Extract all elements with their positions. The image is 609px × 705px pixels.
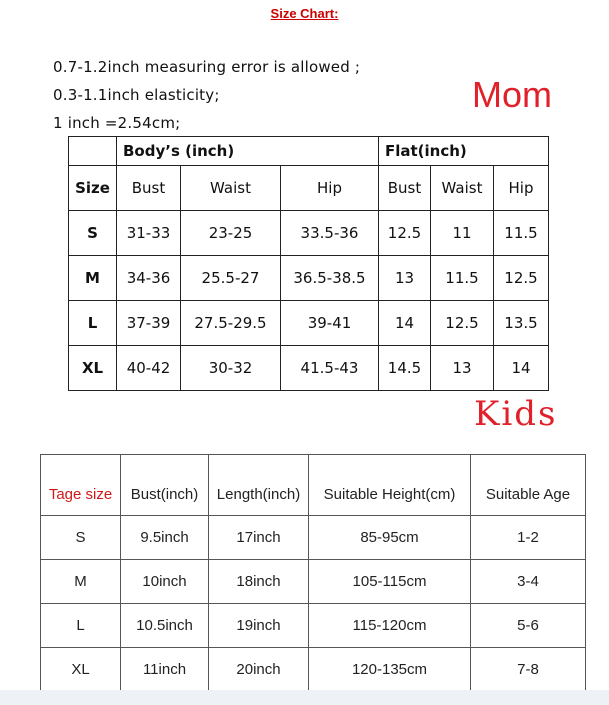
mom-cell: 23-25	[181, 211, 281, 256]
mom-col-body-waist: Waist	[181, 166, 281, 211]
mom-cell: 14	[494, 346, 549, 391]
mom-group-body: Body’s (inch)	[117, 137, 379, 166]
kids-cell: 10inch	[121, 560, 209, 604]
kids-cell: 1-2	[471, 516, 586, 560]
kids-cell: 105-115cm	[309, 560, 471, 604]
mom-cell: 12.5	[379, 211, 431, 256]
mom-cell: 13	[431, 346, 494, 391]
mom-cell: 37-39	[117, 301, 181, 346]
kids-col-bust: Bust(inch)	[121, 455, 209, 516]
mom-cell: 36.5-38.5	[281, 256, 379, 301]
mom-row-m	[69, 256, 549, 301]
mom-cell: 40-42	[117, 346, 181, 391]
mom-col-body-hip: Hip	[281, 166, 379, 211]
note-elasticity: 0.3-1.1inch elasticity;	[53, 86, 220, 104]
mom-cell-size: L	[69, 301, 117, 346]
kids-col-height: Suitable Height(cm)	[309, 455, 471, 516]
mom-cell: 25.5-27	[181, 256, 281, 301]
kids-cell: 7-8	[471, 648, 586, 692]
bottom-band	[0, 690, 609, 705]
kids-size-table	[40, 454, 586, 692]
kids-cell: 85-95cm	[309, 516, 471, 560]
mom-row-xl	[69, 346, 549, 391]
mom-col-flat-bust: Bust	[379, 166, 431, 211]
mom-cell: 30-32	[181, 346, 281, 391]
mom-cell: 12.5	[431, 301, 494, 346]
kids-cell: 120-135cm	[309, 648, 471, 692]
note-measuring-error: 0.7-1.2inch measuring error is allowed ;	[53, 58, 361, 76]
mom-cell: 11	[431, 211, 494, 256]
kids-row-m	[41, 560, 586, 604]
kids-cell-size: L	[41, 604, 121, 648]
mom-group-flat: Flat(inch)	[379, 137, 549, 166]
mom-col-flat-hip: Hip	[494, 166, 549, 211]
mom-group-header-row	[69, 137, 549, 166]
kids-header-row	[41, 455, 586, 516]
mom-column-header-row	[69, 166, 549, 211]
mom-cell: 13.5	[494, 301, 549, 346]
kids-cell: 18inch	[209, 560, 309, 604]
mom-row-s	[69, 211, 549, 256]
mom-cell: 14	[379, 301, 431, 346]
mom-cell: 14.5	[379, 346, 431, 391]
kids-cell-size: XL	[41, 648, 121, 692]
kids-row-s	[41, 516, 586, 560]
mom-label: Mom	[472, 74, 552, 115]
mom-cell: 33.5-36	[281, 211, 379, 256]
kids-row-xl	[41, 648, 586, 692]
kids-cell: 5-6	[471, 604, 586, 648]
kids-cell: 11inch	[121, 648, 209, 692]
mom-cell: 31-33	[117, 211, 181, 256]
mom-header-blank	[69, 137, 117, 166]
mom-cell: 13	[379, 256, 431, 301]
kids-cell: 19inch	[209, 604, 309, 648]
kids-label: Kids	[474, 394, 558, 434]
mom-cell: 27.5-29.5	[181, 301, 281, 346]
mom-col-size: Size	[69, 166, 117, 211]
mom-size-table	[68, 136, 549, 391]
kids-col-length: Length(inch)	[209, 455, 309, 516]
size-chart-title: Size Chart:	[270, 6, 339, 21]
kids-cell-size: S	[41, 516, 121, 560]
kids-cell: 10.5inch	[121, 604, 209, 648]
kids-cell: 9.5inch	[121, 516, 209, 560]
mom-cell: 34-36	[117, 256, 181, 301]
kids-cell: 20inch	[209, 648, 309, 692]
note-inch-conversion: 1 inch =2.54cm;	[53, 114, 181, 132]
kids-cell: 3-4	[471, 560, 586, 604]
kids-cell: 17inch	[209, 516, 309, 560]
kids-col-tage-size: Tage size	[41, 455, 121, 516]
mom-col-body-bust: Bust	[117, 166, 181, 211]
mom-cell: 41.5-43	[281, 346, 379, 391]
mom-cell-size: S	[69, 211, 117, 256]
mom-cell-size: M	[69, 256, 117, 301]
kids-cell-size: M	[41, 560, 121, 604]
mom-row-l	[69, 301, 549, 346]
mom-cell: 39-41	[281, 301, 379, 346]
mom-cell: 11.5	[431, 256, 494, 301]
mom-cell-size: XL	[69, 346, 117, 391]
kids-col-age: Suitable Age	[471, 455, 586, 516]
kids-row-l	[41, 604, 586, 648]
mom-cell: 12.5	[494, 256, 549, 301]
mom-col-flat-waist: Waist	[431, 166, 494, 211]
kids-cell: 115-120cm	[309, 604, 471, 648]
mom-cell: 11.5	[494, 211, 549, 256]
